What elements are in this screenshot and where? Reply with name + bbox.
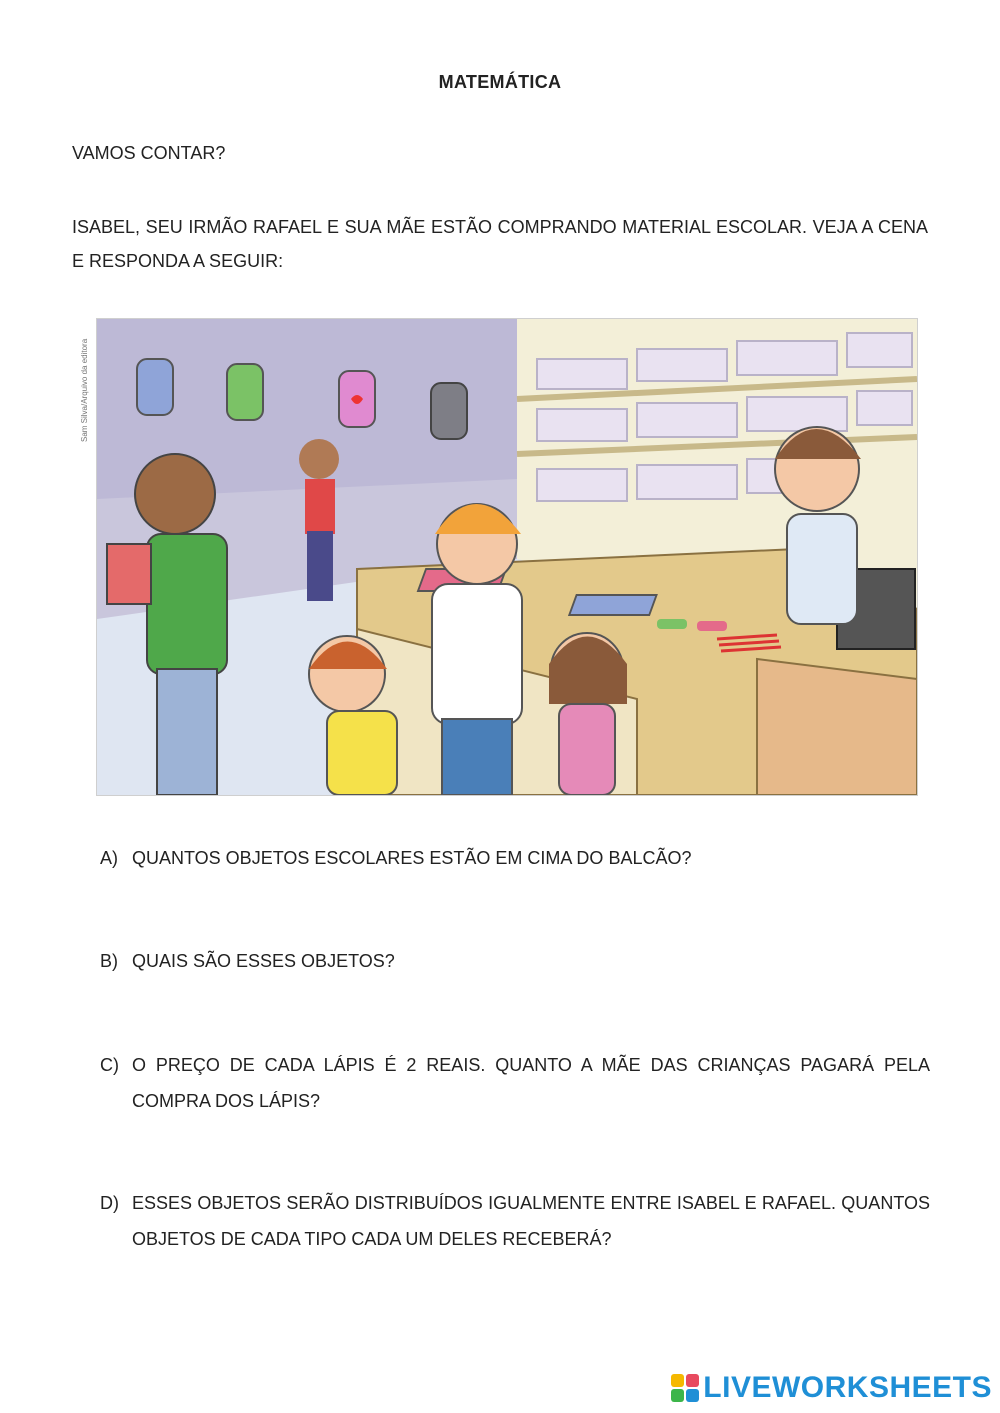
question-text: QUAIS SÃO ESSES OBJETOS? xyxy=(132,951,395,971)
logo-text: LIVEWORKSHEETS xyxy=(703,1371,992,1404)
question-text: QUANTOS OBJETOS ESCOLARES ESTÃO EM CIMA DO BALCÃO? xyxy=(132,848,692,868)
page-title: MATEMÁTICA xyxy=(438,72,562,92)
question-a xyxy=(100,840,930,876)
question-text: ESSES OBJETOS SERÃO DISTRIBUÍDOS IGUALMENTE ENTRE ISABEL E RAFAEL. QUANTOS OBJETOS DE CADA TIPO CADA UM DELES RECEBERÁ? xyxy=(132,1193,930,1249)
intro-instructions: ISABEL, SEU IRMÃO RAFAEL E SUA MÃE ESTÃO COMPRANDO MATERIAL ESCOLAR. VEJA A CENA E RESPONDA A SEGUIR: xyxy=(72,217,928,271)
liveworksheets-logo xyxy=(671,1371,992,1405)
logo-badge-icon xyxy=(671,1374,699,1402)
illustration-credit: Sam Silva/Arquivo da editora xyxy=(80,338,89,442)
question-text: O PREÇO DE CADA LÁPIS É 2 REAIS. QUANTO A MÃE DAS CRIANÇAS PAGARÁ PELA COMPRA DOS LÁPIS? xyxy=(132,1055,930,1111)
intro-question: VAMOS CONTAR? xyxy=(72,143,226,163)
question-letter: C) xyxy=(100,1055,119,1075)
question-letter: B) xyxy=(100,951,118,971)
question-d xyxy=(100,1185,930,1257)
question-letter: D) xyxy=(100,1193,119,1213)
school-supplies-store-illustration xyxy=(96,318,918,796)
question-c xyxy=(100,1047,930,1119)
question-b xyxy=(100,943,930,979)
question-letter: A) xyxy=(100,848,118,868)
